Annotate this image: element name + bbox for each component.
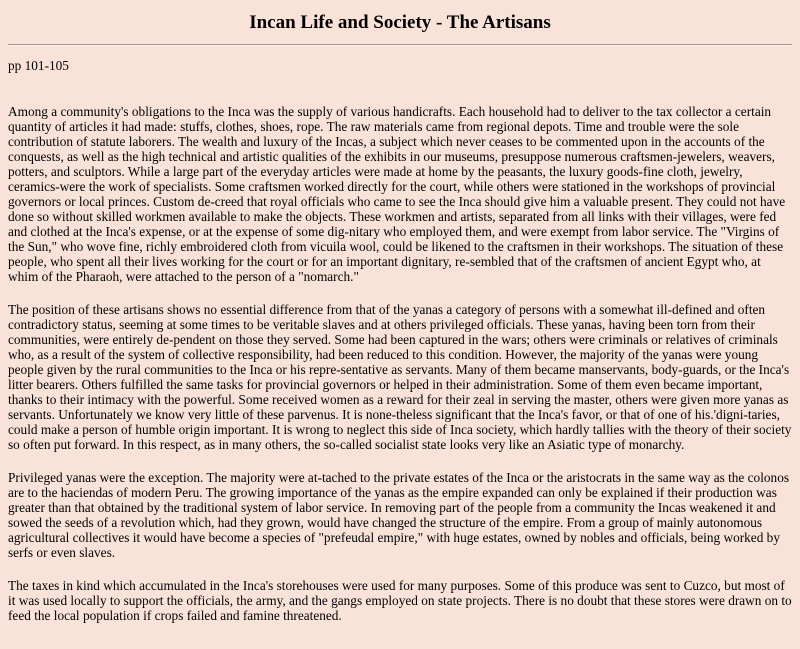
page-title: Incan Life and Society - The Artisans [249, 12, 551, 33]
paragraph-3: Privileged yanas were the exception. The majority were at-tached to the private estates of the Inca or the aristocrats in the same way as the colonos are to the haciendas of modern Peru. The growing importance of the yanas as the empire expanded can only be explained if their production was greater than that obtained by the traditional system of labor service. In removing part of the people from a community the Incas weakened it and sowed the seeds of a revolution which, had they grown, would have changed the structure of the empire. From a group of mainly autonomous agricultural collectives it would have become a species of "prefeudal empire," with huge estates, owned by nobles and officials, being worked by serfs or even slaves. [8, 470, 790, 560]
paragraph-1: Among a community's obligations to the Inca was the supply of various handicrafts. Each household had to deliver to the tax collector a certain quantity of articles it had made: stuffs, clothes, shoes, rope. The raw materials came from regional depots. Time and trouble were the sole contribution of statute laborers. The wealth and luxury of the Incas, a subject which never ceases to be commented upon in the accounts of the conquests, as well as the high technical and artistic qualities of the exhibits in our museums, presuppose numerous craftsmen-jewelers, weavers, potters, and sculptors. While a large part of the everyday articles were made at home by the peasants, the luxury goods-fine cloth, jewelry, ceramics-were the work of specialists. Some craftsmen worked directly for the court, while others were stationed in the workshops of provincial governors or local princes. Custom de-creed that royal officials who came to see the Inca should give him a valuable present. They could not have done so without skilled workmen available to make the objects. These workmen and artists, separated from all links with their villages, were fed and clothed at the Inca's expense, or at the expense of some dig-nitary who employed them, and were exempt from labor service. The "Virgins of the Sun," who wove fine, richly embroidered cloth from vicuila wool, could be likened to the craftsmen in their workshops. The situation of these people, who spent all their lives working for the court or for an important dignitary, re-sembled that of the craftsmen of ancient Egypt who, at whim of the Pharaoh, were attached to the person of a "nomarch." [8, 104, 786, 284]
paragraph-4: The taxes in kind which accumulated in the Inca's storehouses were used for many purposes. Some of this produce was sent to Cuzco, but most of it was used locally to support the officials, the army, and the gangs employed on state projects. There is no doubt that these stores were drawn on to feed the local population if crops failed and famine threatened. [8, 578, 792, 623]
page-reference: pp 101-105 [8, 58, 69, 73]
paragraph-2: The position of these artisans shows no essential difference from that of the yanas a category of persons with a somewhat ill-defined and often contradictory status, seeming at some times to be veritable slaves and at others privileged officials. These yanas, having been torn from their communities, were entirely de-pendent on those they served. Some had been captured in the wars; others were criminals or relatives of criminals who, as a result of the system of collective responsibility, had been reduced to this condition. However, the majority of the yanas were young people given by the rural communities to the Inca or his repre-sentative as servants. Many of them became manservants, body-guards, or the Inca's litter bearers. Others fulfilled the same tasks for provincial governors or helped in their administration. Some of them even became important, thanks to their intimacy with the powerful. Some received women as a reward for their zeal in serving the master, others were given more yanas as servants. Unfortunately we know very little of these parvenus. It is none-theless significant that the Inca's favor, or that of one of his.'digni-taries, could make a person of humble origin important. It is wrong to neglect this side of Inca society, which hardly tallies with the theory of their society so often put forward. In this respect, as in many others, the so-called socialist state looks very like an Asiatic type of monarchy. [8, 302, 792, 452]
title-divider [8, 44, 792, 46]
